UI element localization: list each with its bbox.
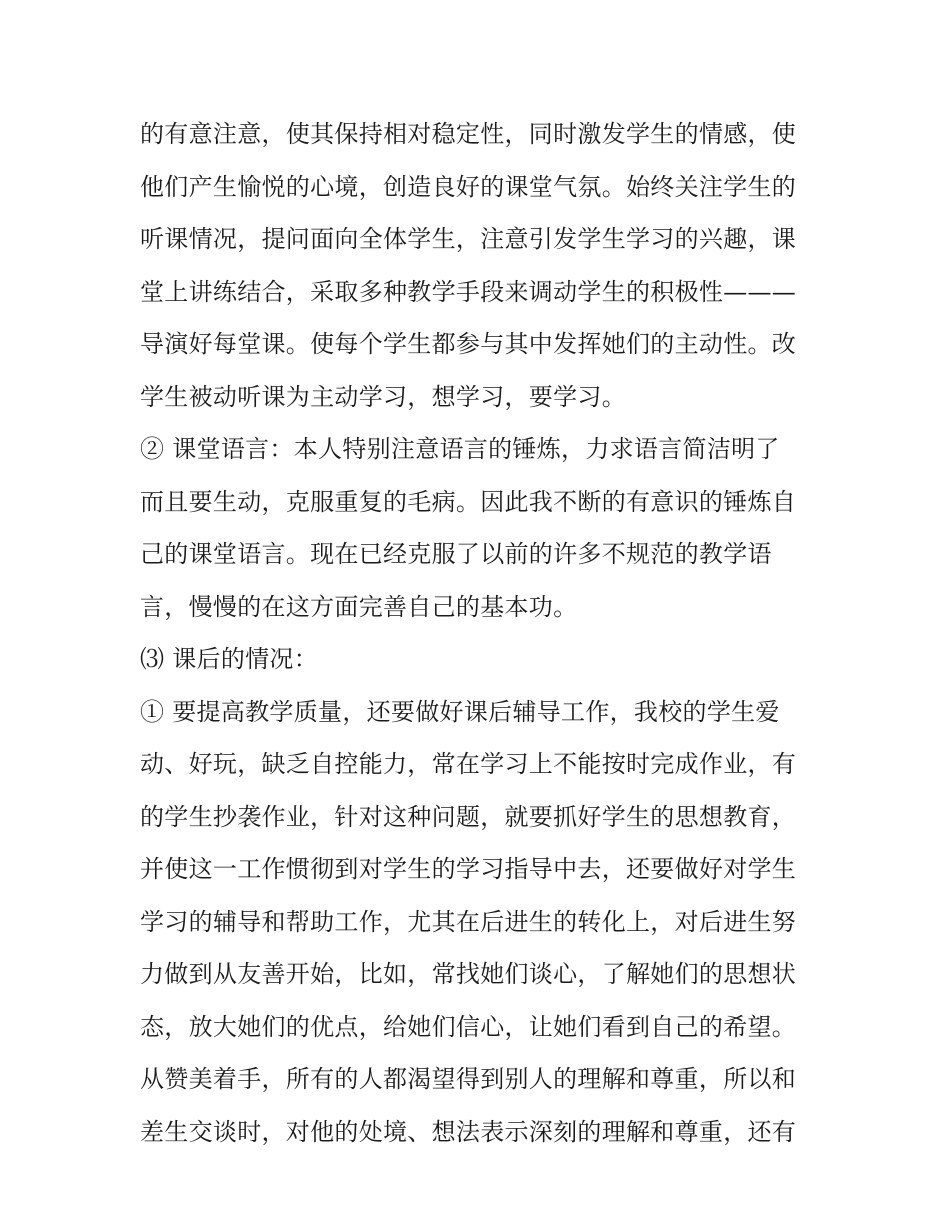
text-line: ① 要提高教学质量，还要做好课后辅导工作，我校的学生爱: [140, 697, 780, 726]
text-line: 并使这一工作惯彻到对学生的学习指导中去，还要做好对学生: [140, 855, 797, 883]
text-line: 态，放大她们的优点，给她们信心，让她们看到自己的希望。: [140, 1012, 797, 1041]
section-heading: ⑶ 课后的情况：: [140, 645, 319, 673]
text-line: 己的课堂语言。现在已经克服了以前的许多不规范的教学语: [140, 540, 772, 568]
text-line: 的有意注意，使其保持相对稳定性，同时激发学生的情感，使: [140, 120, 797, 148]
text-line: 他们产生愉悦的心境，创造良好的课堂气氛。始终关注学生的: [140, 172, 797, 201]
text-line: 学习的辅导和帮助工作，尤其在后进生的转化上，对后进生努: [140, 907, 797, 936]
text-line: 堂上讲练结合，采取多种教学手段来调动学生的积极性———: [140, 277, 797, 306]
text-line: ② 课堂语言：本人特别注意语言的锤炼，力求语言简洁明了: [140, 435, 780, 463]
text-line: 力做到从友善开始，比如，常找她们谈心，了解她们的思想状: [140, 960, 797, 988]
body-text: [140, 108, 820, 1158]
text-line: 差生交谈时，对他的处境、想法表示深刻的理解和尊重，还有: [140, 1117, 797, 1146]
text-line: 学生被动听课为主动学习，想学习，要学习。: [140, 382, 626, 411]
text-line: 言，慢慢的在这方面完善自己的基本功。: [140, 592, 578, 621]
text-line: 导演好每堂课。使每个学生都参与其中发挥她们的主动性。改: [140, 330, 797, 358]
text-line: 动、好玩，缺乏自控能力，常在学习上不能按时完成作业，有: [140, 750, 797, 778]
text-line: 的学生抄袭作业，针对这种问题，就要抓好学生的思想教育，: [140, 802, 797, 831]
text-line: 而且要生动，克服重复的毛病。因此我不断的有意识的锤炼自: [140, 487, 797, 516]
text-line: 从赞美着手，所有的人都渴望得到别人的理解和尊重，所以和: [140, 1065, 797, 1093]
text-line: 听课情况，提问面向全体学生，注意引发学生学习的兴趣，课: [140, 225, 797, 253]
